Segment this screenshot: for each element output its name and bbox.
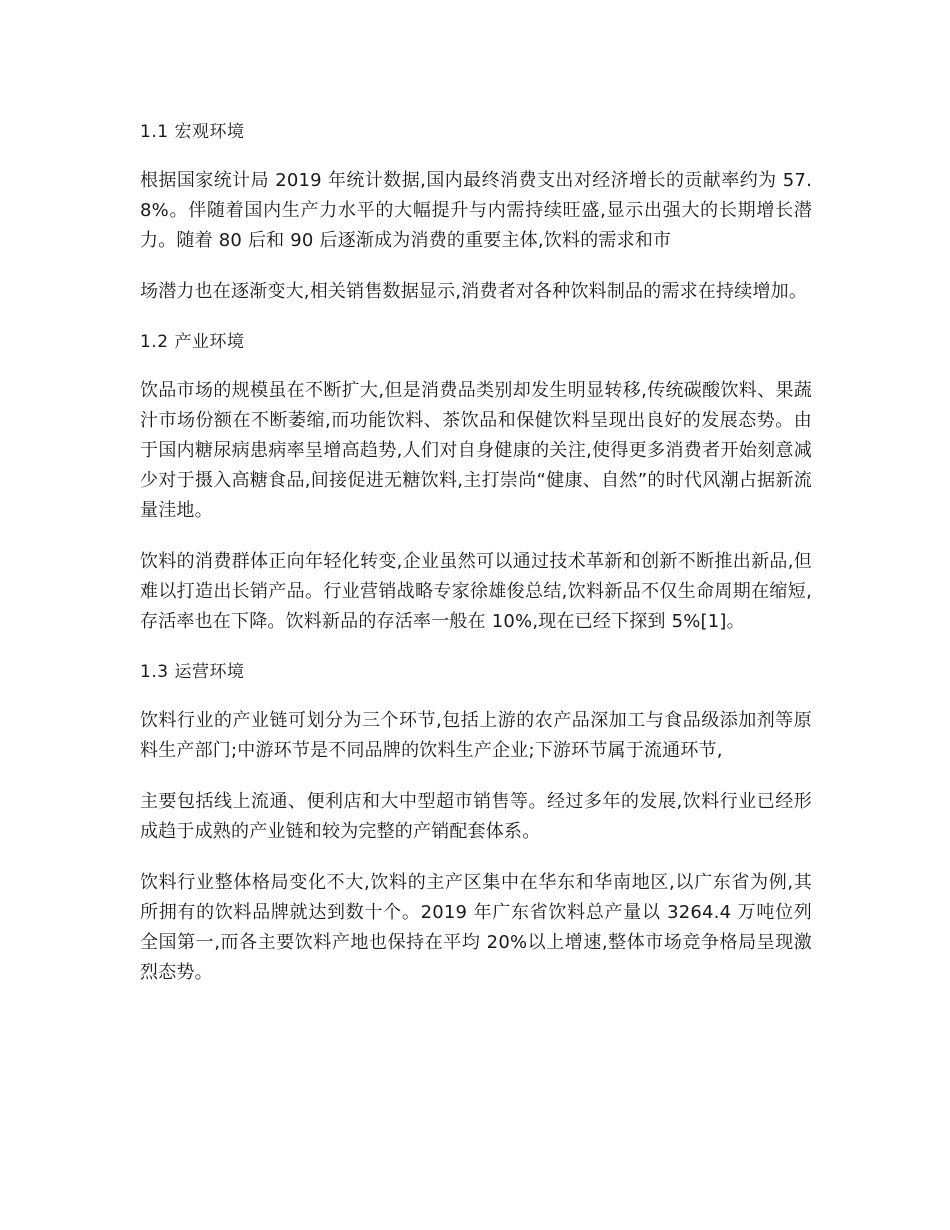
paragraph: 主要包括线上流通、便利店和大中型超市销售等。经过多年的发展,饮料行业已经形成趋于成熟的产业链和较为完整的产销配套体系。 bbox=[140, 791, 812, 842]
paragraph: 根据国家统计局 2019 年统计数据,国内最终消费支出对经济增长的贡献率约为 57.8%。伴随着国内生产力水平的大幅提升与内需持续旺盛,显示出强大的长期增长潜力。随着 80 后和 90 后逐渐成为消费的重要主体,饮料的需求和市 bbox=[140, 170, 812, 251]
section-heading-industry: 1.2 产业环境 bbox=[140, 332, 245, 352]
section-heading-macro: 1.1 宏观环境 bbox=[140, 122, 245, 142]
paragraph: 饮品市场的规模虽在不断扩大,但是消费品类别却发生明显转移,传统碳酸饮料、果蔬汁市场份额在不断萎缩,而功能饮料、茶饮品和保健饮料呈现出良好的发展态势。由于国内糖尿病患病率呈增高趋势,人们对自身健康的关注,使得更多消费者开始刻意减少对于摄入高糖食品,间接促进无糖饮料,主打崇尚“健康、自然”的时代风潮占据新流量洼地。 bbox=[140, 380, 812, 521]
document-body bbox=[140, 118, 812, 1009]
section-heading-operation: 1.3 运营环境 bbox=[140, 662, 245, 682]
paragraph: 场潜力也在逐渐变大,相关销售数据显示,消费者对各种饮料制品的需求在持续增加。 bbox=[140, 281, 808, 302]
paragraph: 饮料的消费群体正向年轻化转变,企业虽然可以通过技术革新和创新不断推出新品,但难以打造出长销产品。行业营销战略专家徐雄俊总结,饮料新品不仅生命周期在缩短,存活率也在下降。饮料新品的存活率一般在 10%,现在已经下探到 5%[1]。 bbox=[140, 551, 812, 632]
paragraph: 饮料行业整体格局变化不大,饮料的主产区集中在华东和华南地区,以广东省为例,其所拥有的饮料品牌就达到数十个。2019 年广东省饮料总产量以 3264.4 万吨位列全国第一,而各主要饮料产地也保持在平均 20%以上增速,整体市场竞争格局呈现激烈态势。 bbox=[140, 872, 812, 983]
paragraph: 饮料行业的产业链可划分为三个环节,包括上游的农产品深加工与食品级添加剂等原料生产部门;中游环节是不同品牌的饮料生产企业;下游环节属于流通环节, bbox=[140, 710, 812, 761]
